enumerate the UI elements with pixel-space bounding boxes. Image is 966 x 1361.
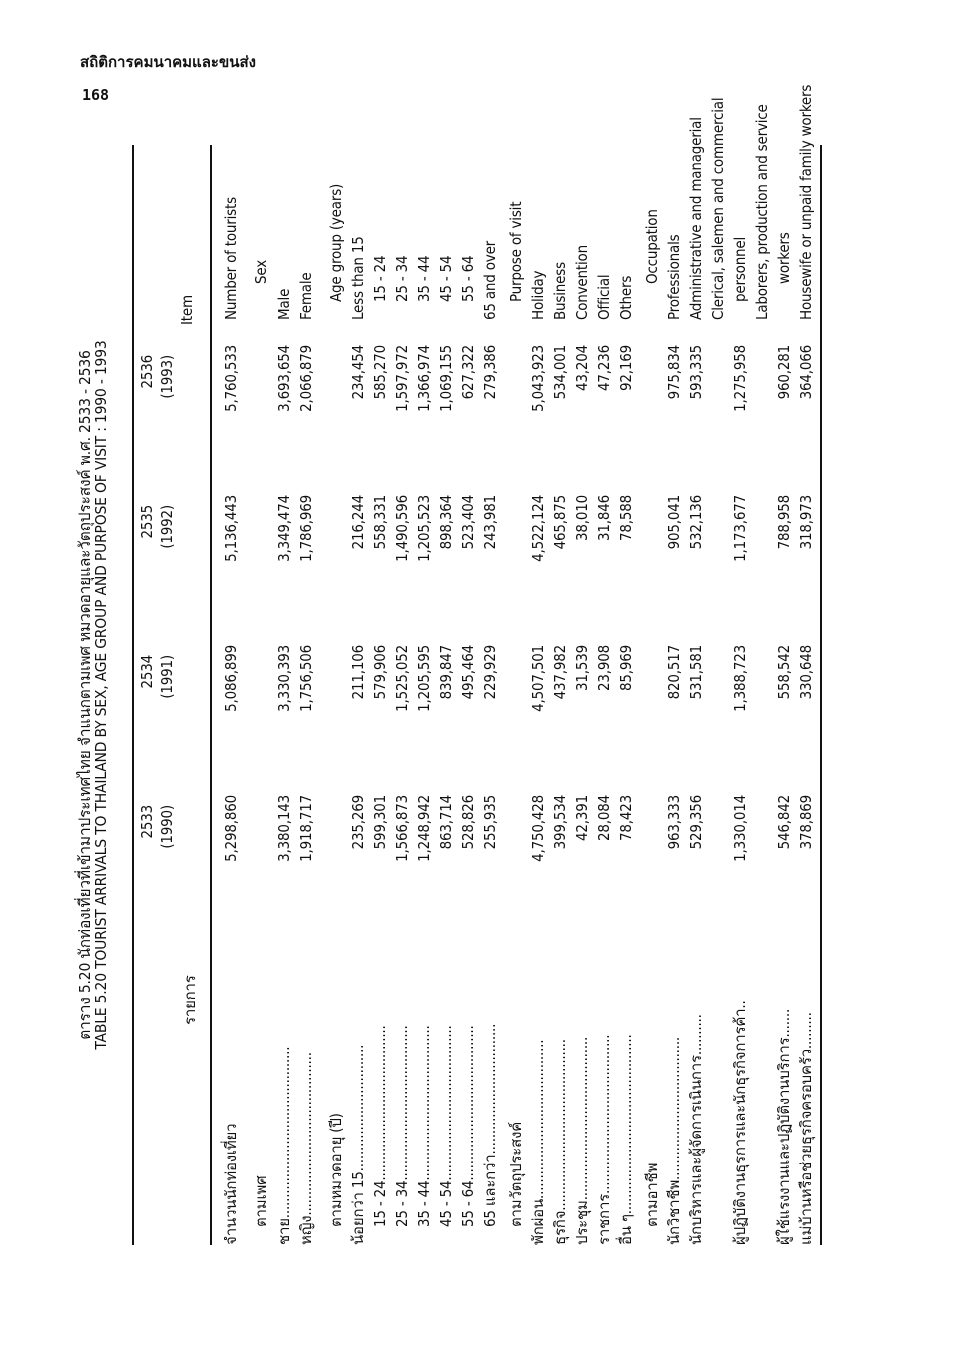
row-label-english: Laborers, production and service [753,104,771,320]
row-value: 5,760,533 [222,345,240,412]
row-value: 318,973 [797,495,815,550]
row-label-thai: ตามวัตถุประสงค์ [507,1121,525,1227]
year-header-th: 2536 [138,355,156,389]
row-value: 4,522,124 [529,495,547,562]
row-label-english: 55 - 64 [459,255,477,302]
row-value: 78,588 [617,495,635,542]
row-value: 211,106 [349,645,367,700]
column-header-item-thai: รายการ [181,975,199,1025]
table-row [707,97,729,1245]
row-label-english: Convention [573,245,591,320]
row-label-english: 65 and over [481,240,499,320]
row-label-english: 25 - 34 [393,255,411,302]
row-value: 495,464 [459,645,477,700]
table-row [729,145,751,1245]
row-label-english: Professionals [665,234,683,320]
row-value: 1,205,523 [415,495,433,562]
row-value: 627,322 [459,345,477,400]
row-value: 85,969 [617,645,635,692]
row-label-english: Business [551,262,569,320]
row-value: 5,136,443 [222,495,240,562]
row-value: 532,136 [687,495,705,550]
table-row [571,145,593,1245]
row-value: 1,388,723 [731,645,749,712]
row-label-english: Official [595,274,613,320]
row-value: 92,169 [617,345,635,392]
row-label-english: Administrative and managerial [687,117,705,320]
row-label-thai: จำนวนนักท่องเที่ยว [222,1123,240,1245]
table-title-english: TABLE 5.20 TOURIST ARRIVALS TO THAILAND BY SEX, AGE GROUP AND PURPOSE OF VISIT : 1990 - 1993 [92,340,110,1050]
row-value: 229,929 [481,645,499,700]
row-label-thai: ชาย.......................................... [275,1046,293,1245]
row-value: 3,349,474 [275,495,293,562]
row-label-thai: 55 - 64...................................... [459,1025,477,1227]
row-label-english: personnel [731,236,749,302]
row-label-thai: พักผ่อน....................................... [529,1039,547,1245]
row-value: 788,958 [775,495,793,550]
row-value: 963,333 [665,795,683,850]
table-row [273,145,295,1245]
row-value: 47,236 [595,345,613,392]
table-row [593,145,615,1245]
table-row [250,145,272,1245]
row-value: 1,490,596 [393,495,411,562]
row-label-thai: อื่น ๆ............................................ [617,1034,635,1245]
row-label-thai: หญิง........................................ [297,1052,315,1245]
row-value: 1,597,972 [393,345,411,412]
row-value: 38,010 [573,495,591,542]
row-label-english: Female [297,272,315,320]
row-value: 437,982 [551,645,569,700]
row-value: 599,301 [371,795,389,850]
table-row [413,145,435,1245]
table-row [435,145,457,1245]
row-label-english: 35 - 44 [415,255,433,302]
row-value: 1,786,969 [297,495,315,562]
row-label-thai: ประชุม........................................ [573,1036,591,1245]
year-header-th: 2534 [138,655,156,689]
row-value: 42,391 [573,795,591,842]
column-header-item-english: Item [178,295,196,325]
row-value: 3,693,654 [275,345,293,412]
row-label-english: Clerical, salemen and commercial [709,97,727,320]
row-value: 523,404 [459,495,477,550]
table-row [325,145,347,1245]
row-label-english: Others [617,275,635,320]
row-value: 2,066,879 [297,345,315,412]
row-value: 216,244 [349,495,367,550]
table-row [505,145,527,1245]
row-label-thai: 35 - 44...................................... [415,1025,433,1227]
row-label-thai: ธุรกิจ.......................................... [551,1039,569,1245]
table-row [549,145,571,1245]
table-row [457,145,479,1245]
row-value: 5,298,860 [222,795,240,862]
row-value: 255,935 [481,795,499,850]
table-row [527,145,549,1245]
table-row [479,145,501,1245]
row-value: 579,906 [371,645,389,700]
row-value: 1,069,155 [437,345,455,412]
row-value: 898,364 [437,495,455,550]
row-value: 364,066 [797,345,815,400]
row-value: 1,566,873 [393,795,411,862]
row-label-thai: 65 และกว่า................................ [481,1023,499,1227]
row-value: 1,330,014 [731,795,749,862]
row-value: 585,270 [371,345,389,400]
table-row [751,104,773,1245]
row-value: 31,539 [573,645,591,692]
page-number: 168 [82,86,110,104]
row-value: 1,205,595 [415,645,433,712]
row-label-english: 45 - 54 [437,255,455,302]
year-header-en: (1990) [158,805,176,849]
table-row [369,145,391,1245]
row-value: 243,981 [481,495,499,550]
row-label-thai: แม่บ้านหรือช่วยธุรกิจครอบครัว......... [797,1012,815,1245]
row-value: 975,834 [665,345,683,400]
table-row [220,145,242,1245]
row-value: 28,084 [595,795,613,842]
row-value: 529,356 [687,795,705,850]
row-label-thai: 45 - 54...................................... [437,1025,455,1227]
row-label-english: Age group (years) [327,183,345,302]
row-value: 43,204 [573,345,591,392]
row-label-thai: นักบริหารและผู้จัดการเนินการ.......... [687,1014,705,1245]
row-label-thai: ตามเพศ [252,1175,270,1227]
row-value: 558,331 [371,495,389,550]
year-header-en: (1992) [158,505,176,549]
row-label-thai: ตามหมวดอายุ (ปี) [327,1113,345,1227]
year-header-en: (1993) [158,355,176,399]
table-row [773,145,795,1245]
row-value: 1,918,717 [297,795,315,862]
row-value: 399,534 [551,795,569,850]
row-value: 234,454 [349,345,367,400]
row-label-english: Housewife or unpaid family workers [797,84,815,320]
row-value: 3,380,143 [275,795,293,862]
row-value: 1,525,052 [393,645,411,712]
row-value: 534,001 [551,345,569,400]
table-title-thai: ตาราง 5.20 นักท่องเที่ยวที่เข้ามาประเทศไทย จำแนกตามเพศ หมวดอายุและวัตถุประสงค์ พ.ศ. 2533 - 2536 [76,350,94,1040]
row-value: 378,869 [797,795,815,850]
row-label-thai: ตามอาชีพ [643,1162,661,1227]
row-value: 1,248,942 [415,795,433,862]
row-label-thai: ผู้ปฏิบัติงานธุรการและนักธุรกิจการค้า.. [731,1000,749,1245]
row-value: 960,281 [775,345,793,400]
row-value: 4,507,501 [529,645,547,712]
row-label-thai: นักวิชาชีพ................................... [665,1037,683,1245]
row-label-thai: 25 - 34...................................... [393,1025,411,1227]
row-label-english: Sex [252,260,270,284]
row-value: 531,581 [687,645,705,700]
header-rule [210,145,212,1245]
top-rule [132,145,134,1245]
row-value: 3,330,393 [275,645,293,712]
table-row [663,145,685,1245]
row-label-thai: ผู้ใช้แรงงานและปฏิบัติงานบริการ....... [775,1008,793,1245]
table-row [347,145,369,1245]
row-label-english: Male [275,288,293,320]
year-header-th: 2535 [138,505,156,539]
table-row [641,145,663,1245]
row-value: 5,086,899 [222,645,240,712]
row-label-english: Holiday [529,270,547,320]
row-value: 465,875 [551,495,569,550]
row-label-thai: น้อยกว่า 15............................... [349,1044,367,1245]
table-row [295,145,317,1245]
row-value: 1,756,506 [297,645,315,712]
row-value: 558,542 [775,645,793,700]
row-value: 1,275,958 [731,345,749,412]
row-label-english: Occupation [643,209,661,284]
row-value: 546,842 [775,795,793,850]
row-value: 863,714 [437,795,455,850]
row-value: 839,847 [437,645,455,700]
row-value: 905,041 [665,495,683,550]
row-label-english: Less than 15 [349,236,367,320]
row-value: 1,366,974 [415,345,433,412]
row-label-english: Purpose of visit [507,201,525,302]
row-value: 4,750,428 [529,795,547,862]
row-label-thai: ราชการ....................................... [595,1034,613,1245]
running-head: สถิติการคมนาคมและขนส่ง [80,53,256,71]
row-value: 528,826 [459,795,477,850]
table-row [391,145,413,1245]
bottom-rule [820,145,822,1245]
table-row [615,145,637,1245]
row-value: 23,908 [595,645,613,692]
row-value: 5,043,923 [529,345,547,412]
row-label-english: 15 - 24 [371,255,389,302]
row-label-english: workers [775,232,793,284]
table-row [795,84,817,1245]
row-label-thai: 15 - 24...................................... [371,1025,389,1227]
row-value: 279,386 [481,345,499,400]
row-value: 820,517 [665,645,683,700]
row-value: 235,269 [349,795,367,850]
row-label-english: Number of tourists [222,197,240,320]
row-value: 78,423 [617,795,635,842]
table-row [685,117,707,1245]
row-value: 593,335 [687,345,705,400]
year-header-en: (1991) [158,655,176,699]
row-value: 1,173,677 [731,495,749,562]
year-header-th: 2533 [138,805,156,839]
row-value: 330,648 [797,645,815,700]
row-value: 31,846 [595,495,613,542]
